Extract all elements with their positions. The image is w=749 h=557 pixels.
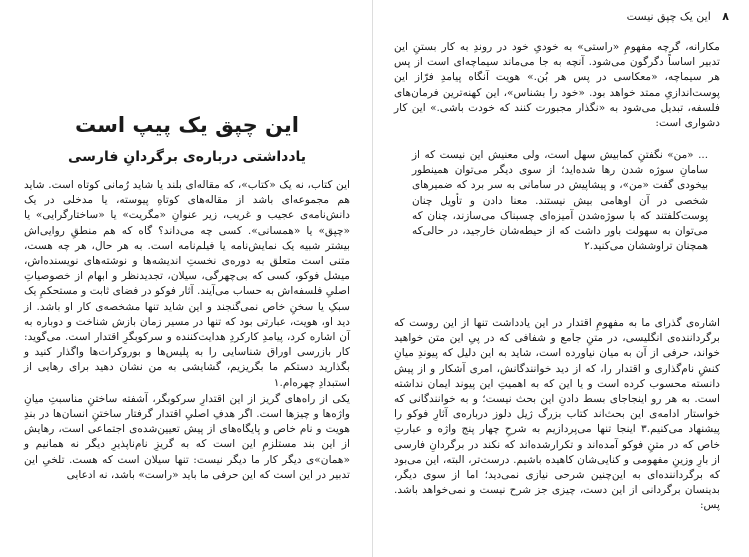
chapter-title: این چپق یک پیپ است [74,113,300,137]
running-head-title: این یک چپق نیست [626,10,711,23]
left-paragraph-1: این کتاب، نه یک «کتاب»، که مقاله‌ای بلند یا شاید رُمانی کوتاه است. شاید هم مجموعه‌ای باشد از مقاله‌های کوتاهِ پیوسته، یا مدخلی در یک دانش‌نامه‌ی عجیب و غریب، زیر عنوانِ «مگریت» یا «ساختارگرایی» یا «چپق» یا «همسانی». کسی چه می‌داند؟ گاه که هم منطقِ روایی‌اش بیشتر شبیه یک نمایش‌نامه یا فیلم‌نامه است. به هر حال، هر چه هست، متنی است متعلق به دوره‌ی نخستِ اندیشه‌ها و نوشته‌های نویسنده‌اش، میشل فوکو، کسی که بی‌چهرگی، سیلان، تجدیدنظر و ابهام از خصوصیاتِ اصلیِ فلسفه‌اش به حساب می‌آیند. آثار فوکو در فضای ثابت و مستحکمِ یک سبکِ یا سخنِ خاص نمی‌گنجند و این شاید تنها مشخصه‌ی کار او باشد. از دید او، هویت، عبارتی بود که تنها در مسیر زمان بازش شناخت و دوباره به آن اشاره کرد، پیامدِ کارکردِ هدایت‌کننده و سرکوبگرِ اقتدار است. می‌گوید: کار بازرسی اوراق شناسایی را به پلیس‌ها و بوروکرات‌ها واگذار کنید و بگذارید دستکم ما بگریزیم، گشایشی به من نشان دهید برای رهایی از استبدادِ چهره‌ام.۱ [24,179,350,389]
running-head [627,10,729,23]
chapter-subtitle: یادداشتی درباره‌ی برگردانِ فارسی [67,149,307,165]
right-bottom-paragraph: اشاره‌ی گذرای ما به مفهومِ اقتدار در این یادداشت تنها از این روست که برگرداننده‌ی انگلیسی، در متنِ جامع و شفافی که در پیِ این متن خواهید خواند، حرفی از آن به میان نیاورده است، شاید به این دلیل که پیوندِ میانِ کنشِ نام‌گذاری و اقتدار را، که از دید خوانندگانش، امری آشکار و از پیش دانسته محسوب کرده است و یا این که به اهمیتِ این پیوند ایمان نداشته است. به هر رو اینجاجای بسط دادنِ این بحث نیست؛ و به خوانندگانی که خواستار ادامه‌ی این بحث‌اند کتاب بزرگ ژیل دلوز درباره‌ی آثارِ فوکو را پیشنهاد می‌کنیم.۳ اینجا تنها می‌پردازیم به شرحِ چهار پنج واژه و عبارتِ خاص که در متنِ فوکو آمده‌اند و تکرارشده‌اند که نکند در برگردانِ فارسی از بارِ وزینِ مفهومی و کنایی‌شان کاهیده باشیم. درست‌تر، البته، این می‌بود که برگرداننده‌ای به این‌چنین شرحی نیازی نمی‌دید؛ اما از سوی دیگر، بدینسان برگردانی از این دست، چیزی جز شرح نیست و نمی‌خواهد باشد. پس: [394,317,720,512]
right-page [374,0,749,557]
block-quote: ... «من» نگفتنِ کمابیش سهل است، ولی معنیش این نیست که از سامانِ سوژه شدن رها شده‌اید؛ از سوی دیگر می‌توان همینطور بیخودی گفت «من»، و پیشاپیش در سامانی به سر برد که ضمیرهای شخصی در آن اوهامی بیش نیستند. معنا دادن و تأویل چنان پوست‌کلفتند که با سوژه‌شدن آمیزه‌ای چسبناک می‌سازند، چنان که می‌توان به سهولت باور داشت که از حیطه‌شان خارجید، در حالی‌که همچنان تراوششان می‌کنید.۲ [412,149,708,253]
left-paragraph-2: یکی از راه‌های گریز از این اقتدارِ سرکوبگر، آشفته ساختنِ مناسبتِ میانِ واژه‌ها و چیزها است. اگر هدفِ اصلیِ اقتدار گرفتار ساختنِ انسان‌ها در بندِ هویت و نام خاص و پایگاه‌های از پیش تعیین‌شده‌ی اجتماعی است، رهایش از این بند مستلزمِ این است که به گریزِ نام‌ناپذیرِ دیگر نه همانیم و «همان‌»‌ی دیگر کار ما دیگر نیست: تنها سیلان است که هست. تلخیِ این تدبیر در این است که این حرفی ما باید «راست» باشد، نه ادعایی [24,392,350,481]
page-number: ٨ [722,10,729,23]
right-top-paragraph: مکارانه، گرچه مفهومِ «راستی» به خودیِ خود در روندِ به کار بستنِ این تدبیر اساساً دگرگون می‌شود. آنچه به جا می‌ماند سیماچه‌ای است از پس هر سیماچه، «معکاسی در پس هر بُن.» هویت آنگاه پیامدِ فرّاز این پوست‌اندازیِ ممتد خواهد بود. «خود را بشناس»، این کهنه‌ترین فرمان‌های فلسفه، تبدیل می‌شود به «نگذار مجبورت کنند که خودت باشی.» این کار دشواری است: [394,41,720,130]
left-page [0,0,374,557]
left-body [24,178,350,484]
